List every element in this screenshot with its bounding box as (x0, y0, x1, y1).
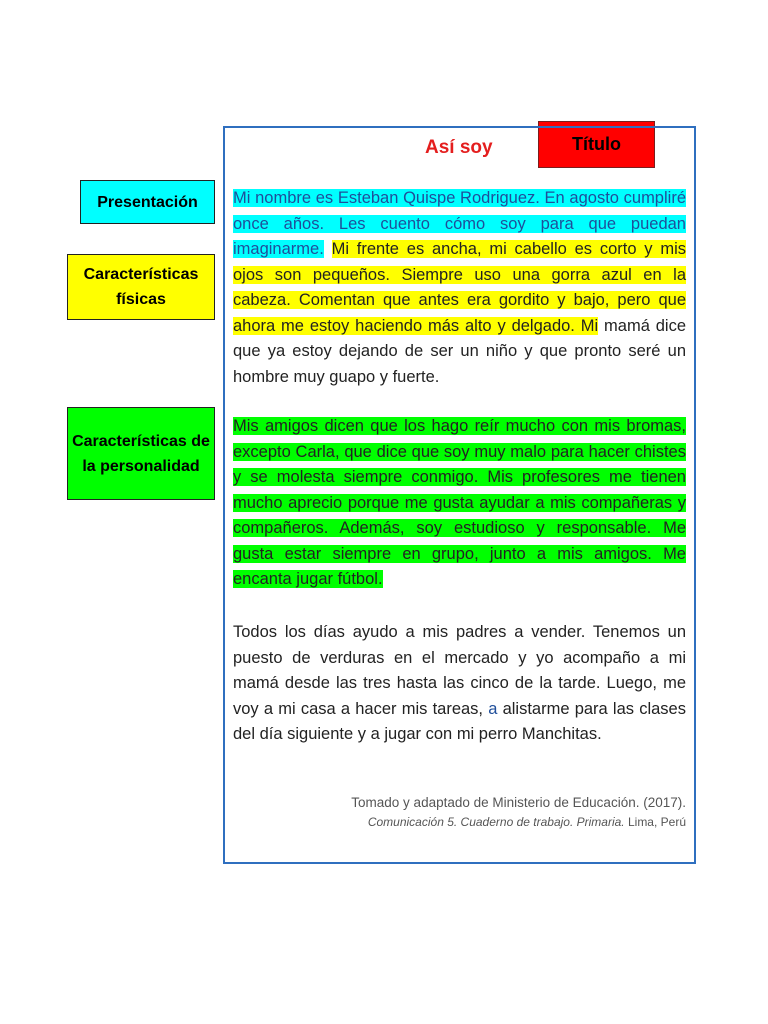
label-caracteristicas-personalidad-text: Características de la personalidad (72, 432, 210, 475)
source-credit-line1: Tomado y adaptado de Ministerio de Educación. (2017). (351, 795, 686, 810)
source-credit-place: Lima, Perú (624, 815, 686, 829)
label-caracteristicas-fisicas-text: Características físicas (83, 266, 199, 308)
label-caracteristicas-fisicas (67, 254, 215, 320)
page-title: Así soy (425, 137, 493, 158)
source-credit-line2 (233, 815, 686, 829)
paragraph-personality (233, 414, 686, 593)
paragraph-presentation (233, 186, 686, 390)
personality-highlight: Mis amigos dicen que los hago reír mucho con mis bromas, excepto Carla, que dice que soy muy malo para hacer chistes y se molesta siempre conmigo. Mis profesores me tienen mucho aprecio porque me gusta ayudar a mis compañeras y compañeros. Además, soy estudioso y responsable. Me gusta estar siempre en grupo, junto a mis amigos. Me encanta jugar fútbol. (233, 417, 686, 588)
paragraph3-after: alistarme para las clases del día siguiente y a jugar con mi perro Manchitas. (233, 699, 686, 743)
physical-highlight: Mi frente es ancha, mi cabello es corto y mis ojos son pequeños. Siempre uso una gorra azul en la cabeza. Comentan que antes era gordito y bajo, pero que ahora me estoy haciendo más alto y delgado. Mi (233, 240, 686, 335)
paragraph3-highlight: a (488, 699, 498, 718)
label-presentacion-text: Presentación (97, 193, 198, 211)
presentation-highlight: Mi nombre es Esteban Quispe Rodriguez. En agosto cumpliré once años. Les cuento cómo soy para que puedan imaginarme. (233, 189, 686, 258)
paragraph-daily-routine (233, 620, 686, 748)
label-presentacion (80, 180, 215, 224)
source-credit-book: Comunicación 5. Cuaderno de trabajo. Primaria. (367, 815, 625, 829)
paragraph3-before: Todos los días ayudo a mis padres a vender. Tenemos un puesto de verduras en el mercado y yo acompaño a mi mamá desde las tres hasta las cinco de la tarde. Luego, me voy a mi casa a hacer mis tareas, (233, 623, 686, 718)
paragraph1-rest: mamá dice que ya estoy dejando de ser un niño y que pronto seré un hombre muy guapo y fuerte. (233, 316, 687, 386)
label-caracteristicas-personalidad (67, 407, 215, 500)
label-titulo-text: Título (572, 134, 621, 154)
